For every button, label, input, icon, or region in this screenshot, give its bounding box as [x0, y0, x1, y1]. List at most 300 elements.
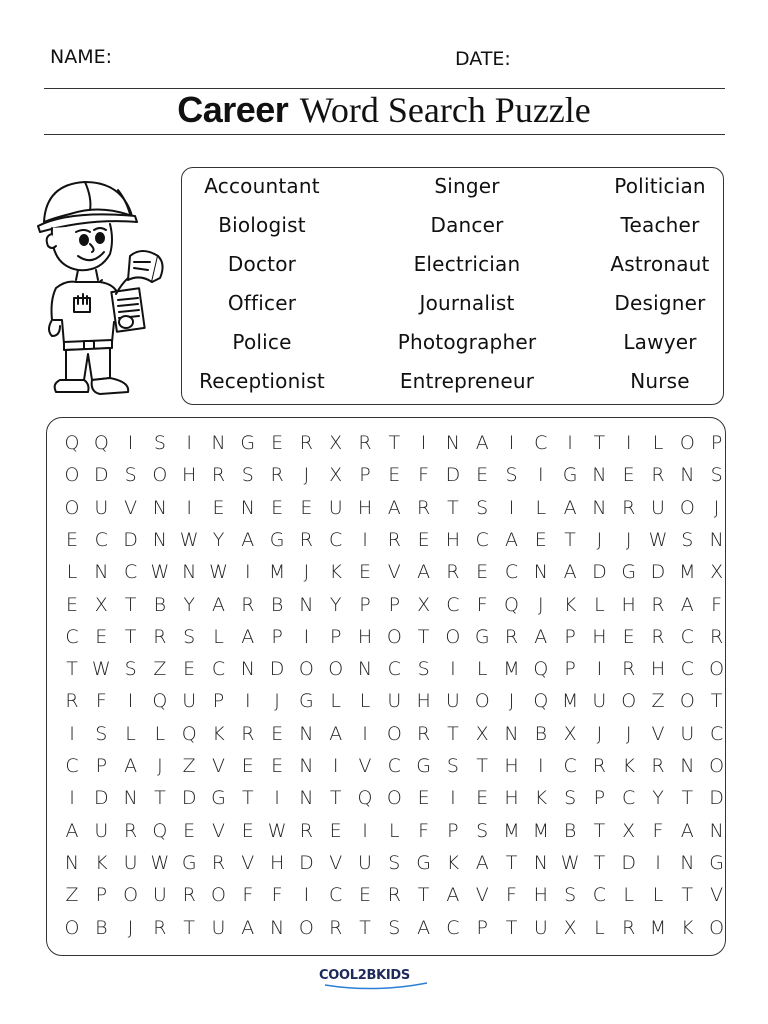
grid-letter: X: [622, 819, 636, 842]
grid-letter: C: [329, 528, 343, 551]
grid-letter: J: [537, 593, 544, 616]
grid-letter: O: [211, 884, 226, 907]
grid-letter: X: [563, 722, 577, 745]
grid-letter: O: [679, 432, 695, 454]
grid-letter: L: [330, 690, 341, 713]
grid-letter: T: [710, 690, 723, 713]
grid-letter: K: [329, 561, 342, 584]
grid-letter: I: [274, 787, 280, 810]
grid-letter: N: [299, 755, 314, 777]
grid-letter: H: [182, 464, 197, 487]
grid-letter: E: [622, 464, 635, 487]
grid-letter: G: [211, 787, 226, 810]
grid-letter: B: [534, 722, 548, 745]
grid-letter: J: [596, 722, 603, 745]
grid-letter: R: [622, 496, 636, 519]
grid-letter: O: [152, 464, 168, 487]
grid-letter: T: [124, 593, 137, 616]
grid-letter: H: [504, 755, 519, 777]
grid-letter: U: [182, 690, 197, 713]
grid-letter: S: [388, 916, 401, 939]
grid-letter: N: [299, 787, 314, 810]
grid-letter: D: [709, 787, 724, 810]
grid-letter: J: [625, 722, 632, 745]
grid-letter: A: [124, 755, 138, 777]
boy-illustration-icon: [30, 170, 180, 405]
grid-letter: R: [592, 755, 606, 777]
grid-letter: P: [476, 916, 488, 939]
grid-letter: N: [182, 561, 197, 584]
grid-letter: C: [680, 625, 694, 648]
grid-letter: I: [244, 690, 251, 713]
grid-letter: I: [537, 464, 544, 487]
word-electrician: Electrician: [413, 252, 521, 276]
grid-letter: O: [709, 755, 725, 777]
grid-letter: F: [418, 464, 430, 487]
grid-letter: L: [389, 819, 400, 842]
grid-letter: J: [303, 464, 310, 487]
grid-letter: V: [241, 851, 255, 874]
grid-letter: I: [244, 561, 251, 584]
grid-letter: T: [183, 916, 195, 939]
grid-letter: A: [563, 561, 577, 584]
grid-letter: R: [387, 528, 401, 551]
grid-letter: R: [65, 690, 79, 713]
grid-letter: S: [476, 819, 489, 842]
grid-letter: E: [417, 528, 430, 551]
grid-letter: L: [652, 884, 664, 907]
word-police: Police: [232, 330, 292, 354]
grid-letter: V: [651, 722, 665, 745]
grid-letter: E: [183, 819, 196, 842]
grid-letter: C: [329, 884, 343, 907]
grid-letter: E: [622, 625, 635, 648]
grid-letter: T: [593, 432, 606, 454]
word-nurse: Nurse: [630, 369, 690, 393]
grid-letter: C: [534, 432, 548, 454]
grid-letter: C: [680, 658, 694, 681]
grid-letter: W: [150, 851, 170, 874]
grid-letter: N: [299, 722, 314, 745]
grid-letter: N: [533, 851, 548, 874]
title-career: Career: [177, 89, 289, 130]
grid-letter: O: [709, 916, 725, 939]
grid-letter: H: [357, 496, 373, 519]
grid-letter: Q: [504, 593, 519, 616]
grid-letter: P: [95, 884, 108, 907]
grid-letter: W: [267, 819, 287, 842]
grid-letter: B: [563, 819, 577, 842]
grid-letter: P: [388, 593, 401, 616]
grid-letter: T: [359, 916, 371, 939]
grid-letter: A: [446, 884, 460, 907]
grid-letter: V: [212, 755, 225, 777]
grid-letter: L: [359, 690, 371, 713]
grid-letter: I: [596, 658, 603, 681]
grid-letter: R: [270, 464, 284, 487]
grid-letter: Q: [533, 658, 549, 681]
grid-letter: E: [241, 819, 254, 842]
grid-letter: S: [183, 625, 196, 648]
grid-letter: J: [303, 561, 310, 584]
grid-letter: Q: [152, 690, 168, 713]
grid-letter: U: [94, 819, 109, 842]
grid-letter: N: [533, 561, 548, 584]
grid-letter: R: [651, 625, 665, 648]
grid-letter: T: [66, 658, 78, 681]
word-doctor: Doctor: [227, 252, 297, 276]
grid-letter: I: [625, 432, 632, 454]
grid-letter: I: [303, 625, 310, 648]
grid-letter: Y: [212, 528, 225, 551]
grid-letter: C: [211, 658, 226, 681]
grid-letter: C: [65, 625, 79, 648]
grid-letter: U: [328, 496, 343, 519]
grid-letter: L: [125, 722, 136, 745]
grid-letter: O: [328, 658, 344, 681]
grid-letter: X: [417, 593, 431, 616]
grid-letter: S: [446, 755, 459, 777]
grid-letter: T: [241, 787, 254, 810]
grid-letter: H: [621, 593, 636, 616]
grid-letter: R: [153, 625, 167, 648]
grid-letter: A: [387, 496, 401, 519]
grid-letter: N: [592, 496, 607, 519]
grid-letter: I: [450, 787, 456, 810]
grid-letter: E: [358, 561, 371, 584]
grid-letter: O: [445, 625, 461, 648]
grid-letter: M: [561, 690, 579, 713]
grid-letter: A: [417, 916, 431, 939]
grid-letter: N: [680, 755, 695, 777]
grid-letter: H: [269, 851, 285, 874]
grid-letter: K: [212, 722, 225, 745]
grid-letter: P: [329, 625, 342, 648]
grid-letter: E: [183, 658, 196, 681]
grid-letter: C: [123, 561, 138, 584]
grid-letter: S: [241, 464, 254, 487]
grid-letter: Q: [152, 819, 168, 842]
grid-letter: M: [649, 916, 667, 939]
grid-letter: S: [710, 464, 723, 487]
grid-letter: X: [475, 722, 489, 745]
grid-letter: Y: [652, 787, 664, 810]
grid-letter: W: [150, 561, 170, 584]
grid-letter: L: [594, 916, 605, 939]
grid-letter: T: [681, 787, 694, 810]
grid-letter: R: [651, 755, 665, 777]
grid-letter: T: [476, 755, 488, 777]
grid-letter: A: [241, 528, 255, 551]
grid-letter: D: [93, 787, 109, 810]
grid-letter: G: [299, 690, 314, 713]
grid-letter: G: [416, 851, 431, 874]
grid-letter: R: [241, 722, 255, 745]
grid-letter: R: [211, 851, 226, 874]
grid-letter: R: [299, 432, 313, 454]
grid-letter: I: [450, 658, 456, 681]
grid-letter: D: [181, 787, 197, 810]
grid-letter: F: [242, 884, 254, 907]
grid-letter: A: [241, 625, 255, 648]
grid-letter: T: [447, 722, 459, 745]
grid-letter: I: [127, 432, 134, 454]
grid-letter: M: [679, 561, 696, 584]
grid-letter: A: [417, 561, 431, 584]
grid-letter: Y: [329, 593, 342, 616]
grid-letter: N: [152, 496, 167, 519]
grid-letter: U: [94, 496, 109, 519]
grid-letter: L: [594, 593, 605, 616]
grid-letter: W: [209, 561, 228, 584]
grid-letter: H: [650, 658, 666, 681]
grid-letter: C: [475, 528, 489, 551]
grid-letter: D: [299, 851, 314, 874]
grid-letter: A: [680, 593, 694, 616]
grid-letter: F: [418, 819, 430, 842]
grid-letter: O: [298, 916, 314, 939]
word-journalist: Journalist: [419, 291, 515, 315]
grid-letter: P: [564, 625, 576, 648]
grid-letter: N: [357, 658, 373, 681]
grid-letter: E: [534, 528, 547, 551]
grid-letter: G: [621, 561, 637, 584]
word-astronaut: Astronaut: [610, 252, 710, 276]
grid-letter: N: [240, 658, 255, 681]
grid-letter: K: [534, 787, 548, 810]
grid-letter: O: [386, 722, 402, 745]
grid-letter: A: [680, 819, 694, 842]
grid-letter: I: [567, 432, 573, 454]
grid-letter: L: [652, 432, 664, 454]
grid-letter: D: [269, 658, 285, 681]
grid-letter: R: [504, 625, 519, 648]
grid-letter: J: [157, 755, 163, 777]
word-teacher: Teacher: [620, 213, 700, 237]
grid-letter: J: [274, 690, 280, 713]
grid-letter: E: [388, 464, 401, 487]
grid-letter: O: [709, 658, 725, 681]
grid-letter: N: [709, 819, 724, 842]
grid-letter: E: [476, 561, 489, 584]
grid-letter: A: [65, 819, 79, 842]
grid-letter: S: [681, 528, 694, 551]
grid-letter: G: [240, 432, 256, 454]
grid-letter: J: [596, 528, 603, 551]
grid-letter: Z: [153, 658, 167, 681]
grid-letter: H: [445, 528, 461, 551]
grid-letter: Z: [651, 690, 665, 713]
grid-letter: S: [476, 496, 489, 519]
grid-letter: M: [503, 658, 520, 681]
title-rest: Word Search Puzzle: [299, 90, 591, 130]
date-label: DATE:: [455, 48, 511, 70]
grid-letter: D: [621, 851, 636, 874]
grid-letter: U: [123, 851, 138, 874]
grid-letter: X: [94, 593, 108, 616]
grid-letter: R: [329, 916, 343, 939]
grid-letter: V: [475, 884, 489, 907]
grid-letter: O: [123, 884, 139, 907]
grid-letter: D: [445, 464, 461, 487]
grid-letter: O: [474, 690, 490, 713]
grid-letter: C: [504, 561, 519, 584]
grid-letter: T: [505, 851, 518, 874]
grid-letter: I: [420, 432, 427, 454]
grid-letter: O: [621, 690, 637, 713]
grid-letter: I: [362, 722, 368, 745]
word-singer: Singer: [434, 174, 500, 198]
grid-letter: I: [69, 722, 75, 745]
grid-letter: X: [710, 561, 724, 584]
grid-letter: G: [269, 528, 285, 551]
grid-letter: U: [387, 690, 402, 713]
grid-letter: U: [651, 496, 665, 519]
grid-letter: L: [535, 496, 547, 519]
grid-letter: L: [66, 561, 78, 584]
grid-letter: P: [359, 593, 371, 616]
word-politician: Politician: [614, 174, 706, 198]
grid-letter: A: [505, 528, 518, 551]
grid-letter: N: [240, 496, 255, 519]
grid-letter: L: [154, 722, 166, 745]
grid-letter: K: [622, 755, 635, 777]
word-photographer: Photographer: [397, 330, 537, 354]
grid-letter: T: [505, 916, 518, 939]
grid-letter: U: [211, 916, 226, 939]
grid-letter: D: [93, 464, 109, 487]
grid-letter: A: [212, 593, 225, 616]
grid-letter: D: [650, 561, 666, 584]
grid-letter: O: [64, 496, 80, 519]
word-accountant: Accountant: [204, 174, 320, 198]
grid-letter: J: [713, 496, 720, 519]
grid-letter: K: [446, 851, 460, 874]
grid-letter: L: [476, 658, 488, 681]
grid-letter: N: [709, 528, 724, 551]
grid-letter: P: [271, 625, 283, 648]
grid-letter: A: [475, 432, 489, 454]
grid-letter: S: [95, 722, 108, 745]
grid-letter: D: [123, 528, 138, 551]
grid-letter: S: [153, 432, 166, 454]
grid-letter: P: [593, 787, 606, 810]
grid-letter: Q: [357, 787, 373, 810]
grid-letter: N: [269, 916, 285, 939]
grid-letter: P: [95, 755, 108, 777]
grid-letter: E: [476, 464, 489, 487]
grid-letter: T: [329, 787, 342, 810]
grid-letter: T: [447, 496, 459, 519]
grid-letter: R: [211, 464, 226, 487]
grid-letter: D: [592, 561, 607, 584]
grid-letter: Q: [93, 432, 109, 454]
grid-letter: N: [680, 851, 695, 874]
grid-letter: H: [592, 625, 607, 648]
grid-letter: I: [127, 690, 134, 713]
grid-letter: R: [709, 625, 724, 648]
grid-letter: H: [357, 625, 373, 648]
grid-letter: O: [679, 496, 695, 519]
grid-letter: M: [268, 561, 286, 584]
grid-letter: B: [95, 916, 108, 939]
grid-letter: N: [152, 528, 167, 551]
grid-letter: O: [679, 690, 695, 713]
grid-letter: R: [241, 593, 255, 616]
grid-letter: Z: [182, 755, 196, 777]
grid-letter: I: [186, 496, 192, 519]
grid-letter: N: [64, 851, 80, 874]
grid-letter: R: [622, 658, 636, 681]
grid-letter: A: [475, 851, 489, 874]
grid-letter: N: [123, 787, 138, 810]
grid-letter: C: [387, 658, 401, 681]
grid-letter: S: [564, 787, 577, 810]
grid-letter: N: [592, 464, 607, 487]
grid-letter: R: [299, 528, 313, 551]
letter-grid-box: [46, 417, 726, 956]
grid-letter: E: [300, 496, 313, 519]
grid-letter: T: [564, 528, 576, 551]
grid-letter: C: [563, 755, 577, 777]
grid-letter: V: [710, 884, 724, 907]
grid-letter: L: [623, 884, 634, 907]
grid-letter: O: [64, 464, 80, 487]
word-biologist: Biologist: [218, 213, 306, 237]
grid-letter: S: [124, 658, 137, 681]
grid-letter: C: [65, 755, 79, 777]
grid-letter: G: [474, 625, 490, 648]
grid-letter: H: [504, 787, 519, 810]
grid-letter: R: [622, 916, 636, 939]
grid-letter: E: [271, 496, 284, 519]
grid-letter: I: [537, 755, 544, 777]
grid-letter: I: [303, 884, 310, 907]
grid-letter: U: [445, 690, 460, 713]
grid-letter: J: [127, 916, 134, 939]
grid-letter: R: [416, 722, 431, 745]
grid-letter: R: [299, 819, 313, 842]
grid-letter: F: [476, 593, 488, 616]
grid-letter: T: [154, 787, 166, 810]
grid-letter: J: [508, 690, 515, 713]
grid-letter: I: [508, 432, 515, 454]
grid-letter: O: [64, 916, 80, 939]
grid-letter: G: [416, 755, 431, 777]
grid-letter: F: [95, 690, 107, 713]
grid-letter: F: [271, 884, 283, 907]
grid-letter: S: [388, 851, 401, 874]
grid-letter: C: [446, 593, 460, 616]
grid-letter: H: [416, 690, 431, 713]
grid-letter: N: [445, 432, 460, 454]
grid-letter: U: [592, 690, 607, 713]
grid-letter: O: [386, 625, 402, 648]
grid-letter: U: [680, 722, 695, 745]
grid-letter: W: [648, 528, 668, 551]
grid-letter: I: [362, 528, 368, 551]
grid-letter: I: [508, 496, 515, 519]
grid-letter: E: [271, 432, 284, 454]
grid-letter: C: [94, 528, 108, 551]
word-receptionist: Receptionist: [199, 369, 325, 393]
grid-letter: U: [152, 884, 167, 907]
word-lawyer: Lawyer: [623, 330, 697, 354]
grid-letter: E: [271, 755, 284, 777]
grid-letter: C: [622, 787, 636, 810]
grid-letter: J: [625, 528, 632, 551]
grid-letter: I: [362, 819, 368, 842]
